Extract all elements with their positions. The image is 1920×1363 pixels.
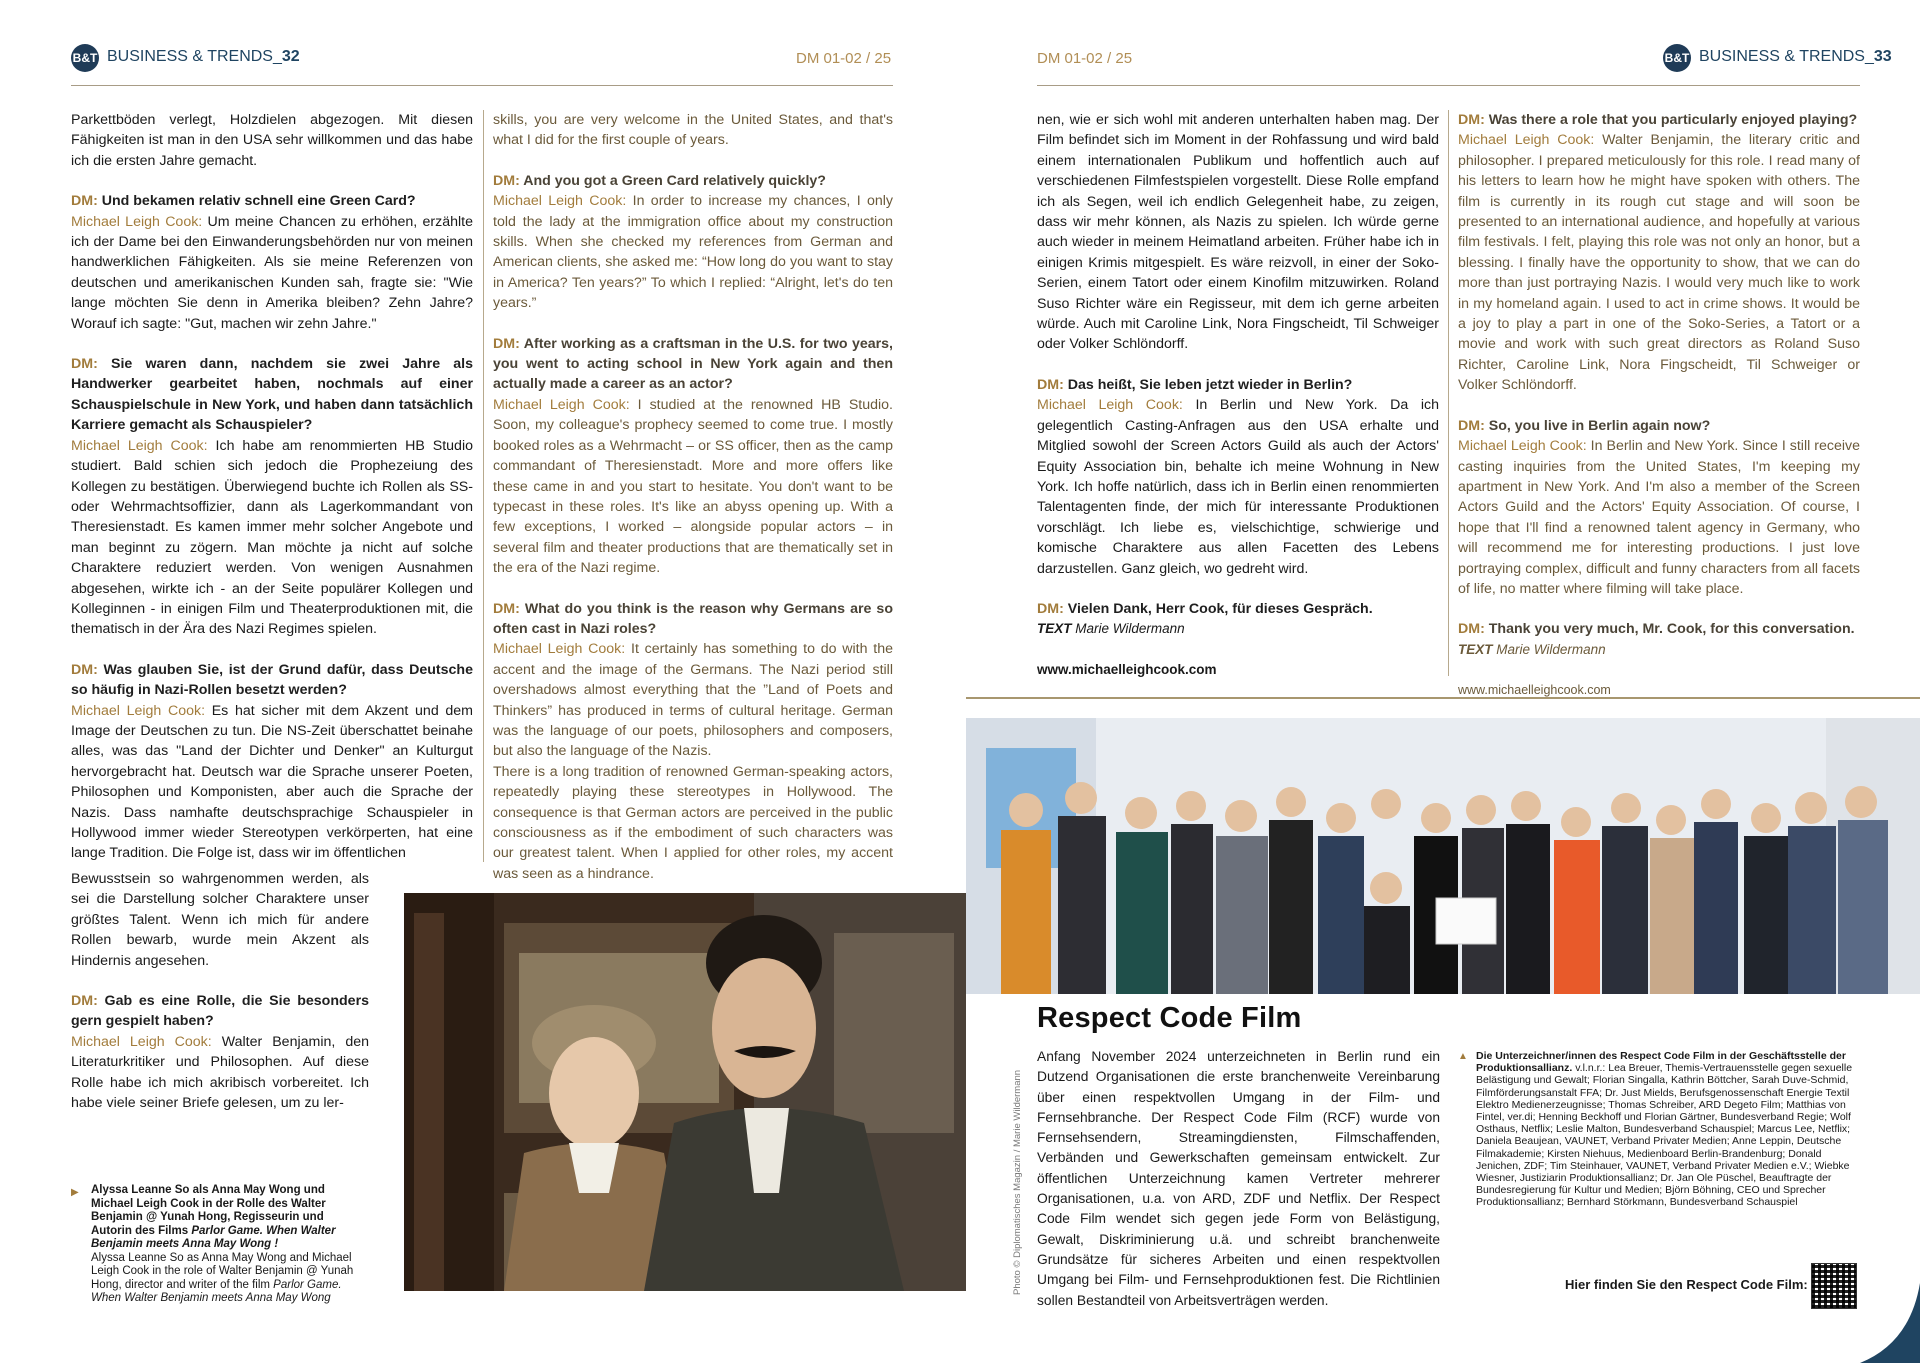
website-link[interactable]: www.michaelleighcook.com bbox=[1037, 661, 1217, 677]
section-title bbox=[1699, 48, 1892, 66]
dm-label: DM: bbox=[1037, 600, 1064, 617]
answer-text: It certainly has something to do with the accent and the image of the Germans. The Nazi period still overshadows almost everything that the ”Land of Poets and Thinkers” has produced in terms of cultural heritage. German was the language of our poets, philosophers and composers, but also the language of the Nazis. bbox=[493, 641, 894, 760]
speaker-label: Michael Leigh Cook: bbox=[1037, 397, 1183, 414]
caption-arrow-icon: ▲ bbox=[1458, 1051, 1468, 1062]
paragraph: Bewusstsein so wahrgenommen werden, als sei die Darstellung solcher Charaktere unser größtes Talent. Wenn ich mich für andere Rollen bewarb, wurde mein Akzent als Hindernis angesehen. bbox=[71, 871, 369, 969]
interview-question bbox=[71, 660, 473, 701]
interview-answer bbox=[71, 436, 473, 640]
speaker-label: Michael Leigh Cook: bbox=[71, 1033, 212, 1050]
interview-question bbox=[1037, 599, 1439, 619]
group-photo-caption bbox=[1458, 1050, 1860, 1209]
caption-film-title: Parlor Game. When Walter Benjamin meets Anna May Wong ! bbox=[91, 1224, 336, 1250]
speaker-label: Michael Leigh Cook: bbox=[71, 437, 208, 454]
interview-answer bbox=[71, 701, 473, 864]
header-rule bbox=[71, 85, 893, 86]
qr-label: Hier finden Sie den Respect Code Film: bbox=[1565, 1277, 1808, 1292]
page-corner-decoration bbox=[1840, 1283, 1920, 1363]
interview-question bbox=[1458, 619, 1860, 639]
section-name: BUSINESS & TRENDS_ bbox=[1699, 48, 1874, 65]
author-name: Marie Wildermann bbox=[1496, 641, 1606, 657]
paragraph: There is a long tradition of renowned German-speaking actors, repeatedly playing these stereotypes in Hollywood. The consequence is that German actors are perceived in the public consciousness as if the embodiment of such characters was our greatest talent. When I applied for other roles, my accent was seen as a hindrance. bbox=[493, 763, 893, 882]
question-text: Und bekamen relativ schnell eine Green Card? bbox=[101, 193, 416, 210]
respect-code-body: Anfang November 2024 unterzeichneten in Berlin rund ein Dutzend Organisationen die erste branchenweite Vereinbarung über einen respektvollen Umgang in der Film- und Fernsehbranche. Der Respect Code Film (RCF) wurde von Fernsehsendern, Streamingdiensten, Filmschaffenden, Verbänden und Gewerkschaften gemeinsam entwickelt. Zur öffentlichen Unterzeichnung kamen Vertreter mehrerer Organisationen, u.a. von ARD, ZDF und Netflix. Der Respect Code Film wendet sich gegen jede Form von Belästigung, Gewalt, Diskriminierung u.ä. und schreibt branchenweite Grundsätze für sicheres Arbeiten und einen respektvollen Umgang bei Film- und Fernsehproduktionen fest. Die Richtlinien sollen Bestandteil von Arbeitsverträgen werden. bbox=[1037, 1049, 1440, 1308]
issue-label: DM 01-02 / 25 bbox=[796, 50, 892, 67]
group-photo-illustration bbox=[966, 718, 1920, 994]
question-text: Das heißt, Sie leben jetzt wieder in Berlin? bbox=[1067, 376, 1353, 393]
dm-label: DM: bbox=[71, 993, 98, 1010]
interview-answer bbox=[71, 1032, 369, 1114]
dm-label: DM: bbox=[1458, 417, 1485, 434]
answer-text: In Berlin and New York. Since I still receive casting inquiries from the United States, I'm keeping my apartment in New York. And I'm also a member of the Screen Actors Guild and the Actors' Equity Association. Of course, I hope that I'll find a renowned talent agency in Germany, who will recommend me for interesting productions. I just love portraying complex, difficult and funny characters from all facets of life, no matter where filming will take place. bbox=[1458, 438, 1860, 597]
question-text: Was glauben Sie, ist der Grund dafür, dass Deutsche so häufig in Nazi-Rollen besetzt werden? bbox=[71, 661, 473, 699]
answer-text: Um meine Chancen zu erhöhen, erzählte ich der Dame bei den Einwanderungsbehörden nur von meinen handwerklichen Fähigkeiten. Als sie meine Referenzen von deutschen und amerikanischen Kunden sah, fragte sie: "Wie lange möchten Sie denn in Amerika bleiben? Zehn Jahre? Worauf ich sagte: "Gut, machen wir zehn Jahre." bbox=[71, 213, 473, 332]
speaker-label: Michael Leigh Cook: bbox=[71, 702, 206, 719]
dm-label: DM: bbox=[71, 661, 98, 678]
dm-label: DM: bbox=[1037, 376, 1064, 393]
dm-label: DM: bbox=[1458, 112, 1485, 128]
question-text: After working as a craftsman in the U.S. for two years, you went to acting school in New York again and then actually made a career as an actor? bbox=[493, 335, 893, 393]
dm-label: DM: bbox=[493, 600, 520, 617]
interview-answer bbox=[493, 191, 893, 313]
dm-label: DM: bbox=[71, 356, 98, 373]
question-text: What do you think is the reason why Germans are so often cast in Nazi roles? bbox=[493, 600, 893, 637]
answer-text: Es hat sicher mit dem Akzent und dem Image der Deutschen zu tun. Die NS-Zeit überschattet beinahe alles, was das "Land der Dichter und Denker" an Kulturgut hervorgebracht hat. Deutsch war die Sprache unserer Poeten, Philosophen und Komponisten, aber auch die Sprache der Nazis. Dass namhafte deutschsprachige Schauspieler in Hollywood immer wieder Stereotypen verkörperten, hat eine lange Tradition. Die Folge ist, dass wir im öffentlichen bbox=[71, 702, 473, 862]
interview-question bbox=[1037, 375, 1439, 395]
question-text: And you got a Green Card relatively quickly? bbox=[523, 172, 826, 189]
photo-credit: Photo © Diplomatisches Magazin / Marie Wildermann bbox=[1012, 1069, 1023, 1295]
article-column-german bbox=[71, 110, 473, 864]
answer-text: Walter Benjamin, the literary critic and philosopher. I prepared meticulously for this role. I read many of his letters to learn how he might have spoken with others. The film is currently in its rough cut stage and will soon be presented to an international audience, and hopefully at various film festivals. I felt, playing this role was not only an honor, but a blessing. I finally have the opportunity to show, that we can do more than just portraying Nazis. I would very much like to work in my homeland again. I used to act in crime shows. It would be a joy to play a part in one of the Soko-Series, a Tatort or a movie and work with such great directors as Roland Suso Richter, Caroline Link, Nora Fingscheidt, Til Schweiger or Volker Schlöndorff. bbox=[1458, 132, 1860, 394]
caption-film-title: Parlor Game. When Walter Benjamin meets Anna May Wong bbox=[91, 1278, 342, 1304]
speaker-label: Michael Leigh Cook: bbox=[493, 396, 630, 413]
paragraph: skills, you are very welcome in the United States, and that's what I did for the first couple of years. bbox=[493, 112, 893, 149]
publication-logo: B&T bbox=[1663, 44, 1691, 72]
dm-label: DM: bbox=[1458, 621, 1485, 638]
interview-answer bbox=[493, 639, 893, 761]
issue-label: DM 01-02 / 25 bbox=[1037, 50, 1133, 67]
caption-names: v.l.n.r.: Lea Breuer, Themis-Vertrauensstelle gegen sexuelle Belästigung und Gewalt; Florian Singalla, Kathrin Böttcher, Sarah Duve-Schmid, Filmförderungsanstalt FFA; Dr. Just Mields, Berufsgenossenschaft Energie Textil Elektro Medienerzeugnisse; Thomas Schreiber, ARD Degeto Film; Matthias von Fintel, ver.di; Henning Beckhoff und Florian Gärtner, Bundesverband Regie; Wolf Osthaus, Netflix; Leslie Malton, Bundesverband Schauspiel; Marcus Lee, Netflix; Daniela Beaujean, VAUNET, Verband Privater Medien; Anne Leppin, Deutsche Filmakademie; Kirsten Niehuus, Medienboard Berlin-Brandenburg; Donald Jenichen, ZDF; Tim Steinhauer, VAUNET, Verband Privater Medien e.V.; Wiebke Wiesner, Justiziarin Produktionsallianz; Dr. Jan Ole Püschel, Beauftragte der Bundesregierung für Kultur und Medien; Björn Böhning, CEO und Sprecher Produktionsallianz; Bernhard Störkmann, Bundesverband Schauspiel bbox=[1476, 1062, 1853, 1209]
question-text: Thank you very much, Mr. Cook, for this conversation. bbox=[1488, 621, 1855, 638]
speaker-label: Michael Leigh Cook: bbox=[493, 641, 626, 658]
interview-answer bbox=[1458, 130, 1860, 395]
interview-answer bbox=[1458, 436, 1860, 599]
answer-text: Ich habe am renommierten HB Studio studiert. Bald schien sich jedoch die Prophezeiung des Kollegen zu bestätigen. Überwiegend buchte ich Rollen als SS- oder Wehrmachtsoffizier, dann als Lagerkommandant von Theresienstadt. Es kamen immer mehr solcher Angebote und man beginnt zu zögern. Man möchte ja nicht auf solche Charaktere reduziert werden. Von wenigen Ausnahmen abgesehen, wirkte ich - an der Seite populärer Kollegen und Kolleginnen - in einigen Film und Theaterproduktionen mit, die thematisch in der Ära des Nazi Regimes spielen. bbox=[71, 437, 473, 638]
answer-text: Walter Benjamin, den Literaturkritiker und Philosophen. Auf diese Rolle habe ich mich akribisch vorbereitet. Ich habe viele seiner Briefe gelesen, um zu ler- bbox=[71, 1033, 369, 1112]
article-column-english bbox=[493, 110, 893, 904]
article-column-german bbox=[1037, 110, 1439, 680]
section-rule bbox=[966, 697, 1920, 699]
caption-heading: Die Unterzeichner/innen des Respect Code Film in der Geschäftsstelle der Produktionsallianz. bbox=[1476, 1050, 1846, 1075]
caption-text bbox=[91, 1184, 361, 1306]
answer-text: I studied at the renowned HB Studio. Soon, my colleague's prophecy seemed to come true. I mostly booked roles as a Wehrmacht – or SS officer, then as the camp commandant of Theresienstadt. More and more offers like these came in and you start to hesitate. You don't want to be typecast in these roles. It's like an abyss opening up. With a few exceptions, I worked – alongside popular actors – in several film and theater productions that are thematically set in the era of the Nazi regime. bbox=[493, 396, 893, 577]
dm-label: DM: bbox=[71, 193, 98, 210]
interview-answer bbox=[71, 212, 473, 334]
interview-answer bbox=[493, 395, 893, 579]
interview-question bbox=[71, 191, 473, 211]
caption-arrow-icon: ▶ bbox=[71, 1187, 79, 1198]
column-divider bbox=[1448, 110, 1449, 676]
question-text: Was there a role that you particularly enjoyed playing? bbox=[1488, 112, 1858, 128]
interview-question bbox=[1458, 416, 1860, 436]
text-label: TEXT bbox=[1458, 641, 1493, 657]
page-number: 32 bbox=[281, 48, 300, 65]
publication-logo: B&T bbox=[71, 44, 99, 72]
speaker-label: Michael Leigh Cook: bbox=[1458, 132, 1595, 149]
caption-german: Alyssa Leanne So als Anna May Wong und Michael Leigh Cook in der Rolle des Walter Benjamin @ Yunah Hong, Regisseurin und Autorin des Films bbox=[91, 1184, 326, 1237]
question-text: Vielen Dank, Herr Cook, für dieses Gespräch. bbox=[1067, 600, 1373, 617]
caption-text bbox=[1476, 1050, 1860, 1209]
speaker-label: Michael Leigh Cook: bbox=[71, 213, 203, 230]
group-photo bbox=[966, 718, 1920, 994]
interview-question bbox=[71, 354, 473, 436]
interview-question bbox=[493, 334, 893, 395]
website-link[interactable]: www.michaelleighcook.com bbox=[1458, 683, 1611, 698]
dm-label: DM: bbox=[493, 172, 520, 189]
author-name: Marie Wildermann bbox=[1075, 621, 1185, 637]
actors-photo bbox=[404, 893, 966, 1291]
article-column-english bbox=[1458, 110, 1860, 701]
article-column-german-narrow bbox=[71, 869, 369, 1133]
page-number: 33 bbox=[1873, 48, 1892, 65]
actors-photo-illustration bbox=[404, 893, 966, 1291]
interview-question bbox=[493, 599, 893, 640]
header-rule bbox=[1037, 85, 1860, 86]
section-title bbox=[107, 48, 300, 66]
interview-question bbox=[493, 171, 893, 191]
question-text: So, you live in Berlin again now? bbox=[1488, 417, 1711, 434]
interview-question bbox=[71, 991, 369, 1032]
question-text: Gab es eine Rolle, die Sie besonders gern gespielt haben? bbox=[71, 993, 369, 1030]
answer-text: In order to increase my chances, I only told the lady at the immigration office about my construction skills. When she checked my references from German and American clients, she asked me: “How long do you want to stay in America? Ten years?” To which I replied: “Alright, let's do ten years.” bbox=[493, 193, 893, 312]
dm-label: DM: bbox=[493, 335, 520, 352]
paragraph: Parkettböden verlegt, Holzdielen abgezogen. Mit diesen Fähigkeiten ist man in den USA sehr willkommen und das habe ich die ersten Jahre gemacht. bbox=[71, 112, 473, 169]
speaker-label: Michael Leigh Cook: bbox=[493, 193, 627, 210]
respect-code-title: Respect Code Film bbox=[1037, 1002, 1302, 1034]
section-name: BUSINESS & TRENDS_ bbox=[107, 48, 282, 65]
author-line bbox=[1037, 619, 1439, 639]
speaker-label: Michael Leigh Cook: bbox=[1458, 438, 1587, 455]
paragraph: nen, wie er sich wohl mit anderen unterhalten haben mag. Der Film befindet sich im Moment in der Rohfassung und wird bald einem internationalen Publikum und hoffentlich auch auf verschiedenen Filmfestspielen vorgestellt. Diese Rolle empfand ich als Segen, weil ich endlich Gelegenheit habe, zu zeigen, dass wir mehr können, als Nazis zu spielen. Ich würde gerne auch wieder in meinem Heimatland arbeiten. Früher habe ich in einigen Krimis mitgespielt. Es wäre reizvoll, in einer der Soko-Serien, einem Tatort oder einem Kinofilm mitzuwirken. Roland Suso Richter wäre ein Regisseur, mit dem ich gerne arbeiten würde. Auch mit Caroline Link, Nora Fingscheidt, Til Schweiger oder Volker Schlöndorff. bbox=[1037, 112, 1439, 353]
column-divider bbox=[483, 110, 484, 862]
text-label: TEXT bbox=[1037, 621, 1072, 637]
caption-english: Alyssa Leanne So as Anna May Wong and Michael Leigh Cook in the role of Walter Benjamin @ Yunah Hong, director and writer of the film bbox=[91, 1251, 354, 1291]
question-text: Sie waren dann, nachdem sie zwei Jahre als Handwerker gearbeitet haben, nochmals auf einer Schauspielschule in New York, und haben dann tatsächlich Karriere gemacht als Schauspieler? bbox=[71, 356, 473, 434]
photo-caption bbox=[71, 1184, 361, 1306]
interview-answer bbox=[1037, 395, 1439, 579]
interview-question bbox=[1458, 110, 1860, 130]
answer-text: In Berlin und New York. Da ich gelegentlich Casting-Anfragen aus den USA erhalte und Mitglied sowohl der Screen Actors Guild als auch der Actors' Equity Association bin, behalte ich meine Wohnung in New York. Ich hoffe natürlich, dass ich in Berlin einen renommierten Talentagenten finde, der mich für interessante Produktionen vorschlägt. Ich liebe es, vielschichtige, schwierige und komische Charaktere aus allen Facetten des Lebens darzustellen. Ganz gleich, wo gedreht wird. bbox=[1037, 397, 1439, 577]
author-line bbox=[1458, 640, 1860, 660]
